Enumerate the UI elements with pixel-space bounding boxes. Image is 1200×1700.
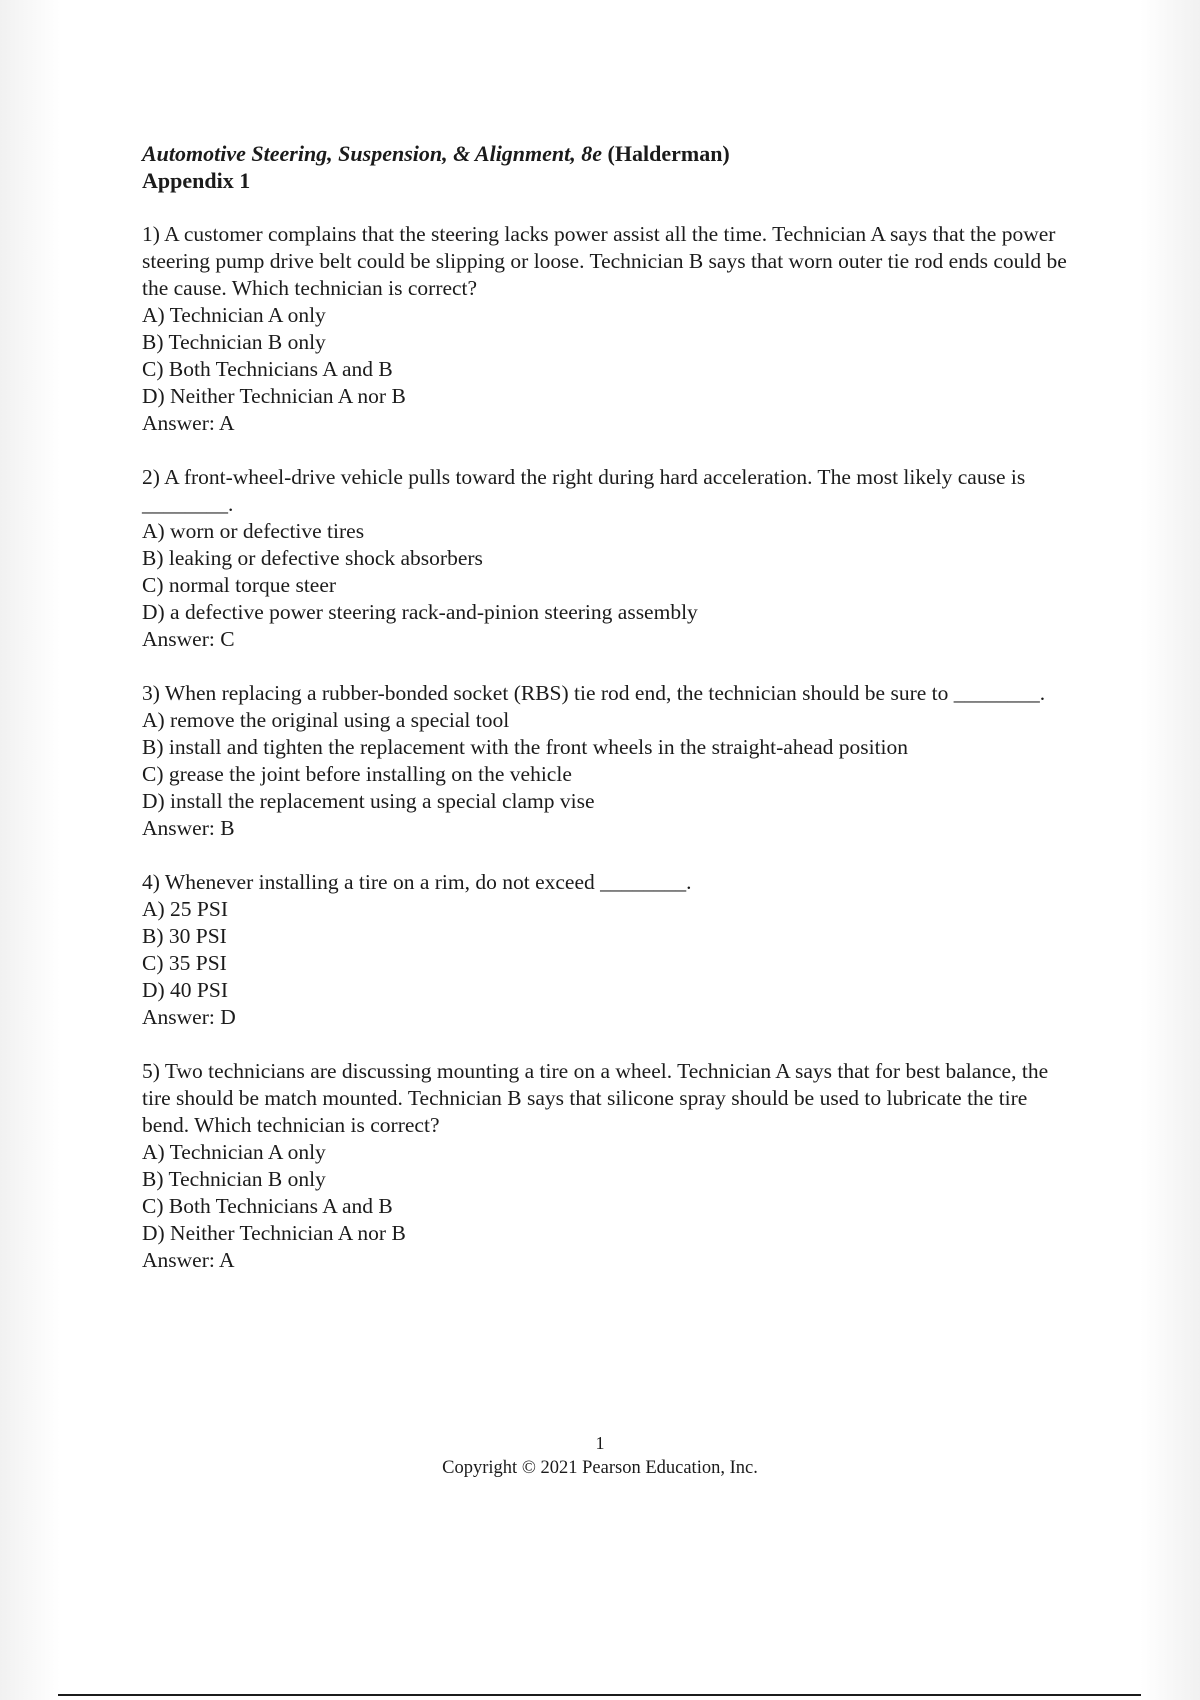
book-title: Automotive Steering, Suspension, & Alignment, 8e [142, 141, 603, 166]
choice-d: D) Neither Technician A nor B [142, 1221, 406, 1245]
choice-c: C) grease the joint before installing on the vehicle [142, 762, 572, 786]
answer-line: Answer: A [142, 411, 235, 435]
choice-b: B) install and tighten the replacement with the front wheels in the straight-ahead position [142, 735, 909, 759]
copyright-notice: Copyright © 2021 Pearson Education, Inc. [442, 1458, 758, 1478]
question-stem: 5) Two technicians are discussing mounting a tire on a wheel. Technician A says that for best balance, the tire should be match mounted. Technician B says that silicone spray should be used to lubricate the tire bend. Which technician is correct? [142, 1059, 1049, 1137]
page-number: 1 [595, 1433, 605, 1453]
answer-line: Answer: B [142, 816, 235, 840]
question-stem: 3) When replacing a rubber-bonded socket (RBS) tie rod end, the technician should be sure to ________. [142, 681, 1046, 705]
choice-c: C) Both Technicians A and B [142, 1194, 393, 1218]
question-stem: 2) A front-wheel-drive vehicle pulls toward the right during hard acceleration. The most likely cause is ________. [142, 465, 1026, 516]
choice-b: B) Technician B only [142, 330, 326, 354]
question-stem: 4) Whenever installing a tire on a rim, do not exceed ________. [142, 870, 692, 894]
choice-a: A) remove the original using a special tool [142, 708, 510, 732]
choice-a: A) worn or defective tires [142, 519, 365, 543]
choice-a: A) Technician A only [142, 303, 326, 327]
page-content [142, 140, 1072, 1274]
choice-d: D) install the replacement using a special clamp vise [142, 789, 595, 813]
choice-d: D) 40 PSI [142, 978, 229, 1002]
appendix-heading: Appendix 1 [142, 168, 251, 193]
choice-d: D) a defective power steering rack-and-pinion steering assembly [142, 600, 698, 624]
question-stem: 1) A customer complains that the steering lacks power assist all the time. Technician A says that the power steering pump drive belt could be slipping or loose. Technician B says that worn outer tie rod ends could be the cause. Which technician is correct? [142, 222, 1067, 300]
choice-b: B) leaking or defective shock absorbers [142, 546, 483, 570]
choice-b: B) 30 PSI [142, 924, 227, 948]
choice-c: C) normal torque steer [142, 573, 337, 597]
answer-line: Answer: D [142, 1005, 236, 1029]
choice-a: A) 25 PSI [142, 897, 229, 921]
author-name: (Halderman) [607, 141, 730, 166]
choice-a: A) Technician A only [142, 1140, 326, 1164]
document-title [142, 140, 1072, 167]
choice-b: B) Technician B only [142, 1167, 326, 1191]
choice-d: D) Neither Technician A nor B [142, 384, 406, 408]
bottom-divider [58, 1694, 1141, 1696]
choice-c: C) 35 PSI [142, 951, 227, 975]
answer-line: Answer: A [142, 1248, 235, 1272]
question-2 [142, 464, 1072, 653]
question-4 [142, 869, 1072, 1031]
answer-line: Answer: C [142, 627, 235, 651]
question-3 [142, 680, 1072, 842]
question-1 [142, 221, 1072, 437]
question-5 [142, 1058, 1072, 1274]
choice-c: C) Both Technicians A and B [142, 357, 393, 381]
